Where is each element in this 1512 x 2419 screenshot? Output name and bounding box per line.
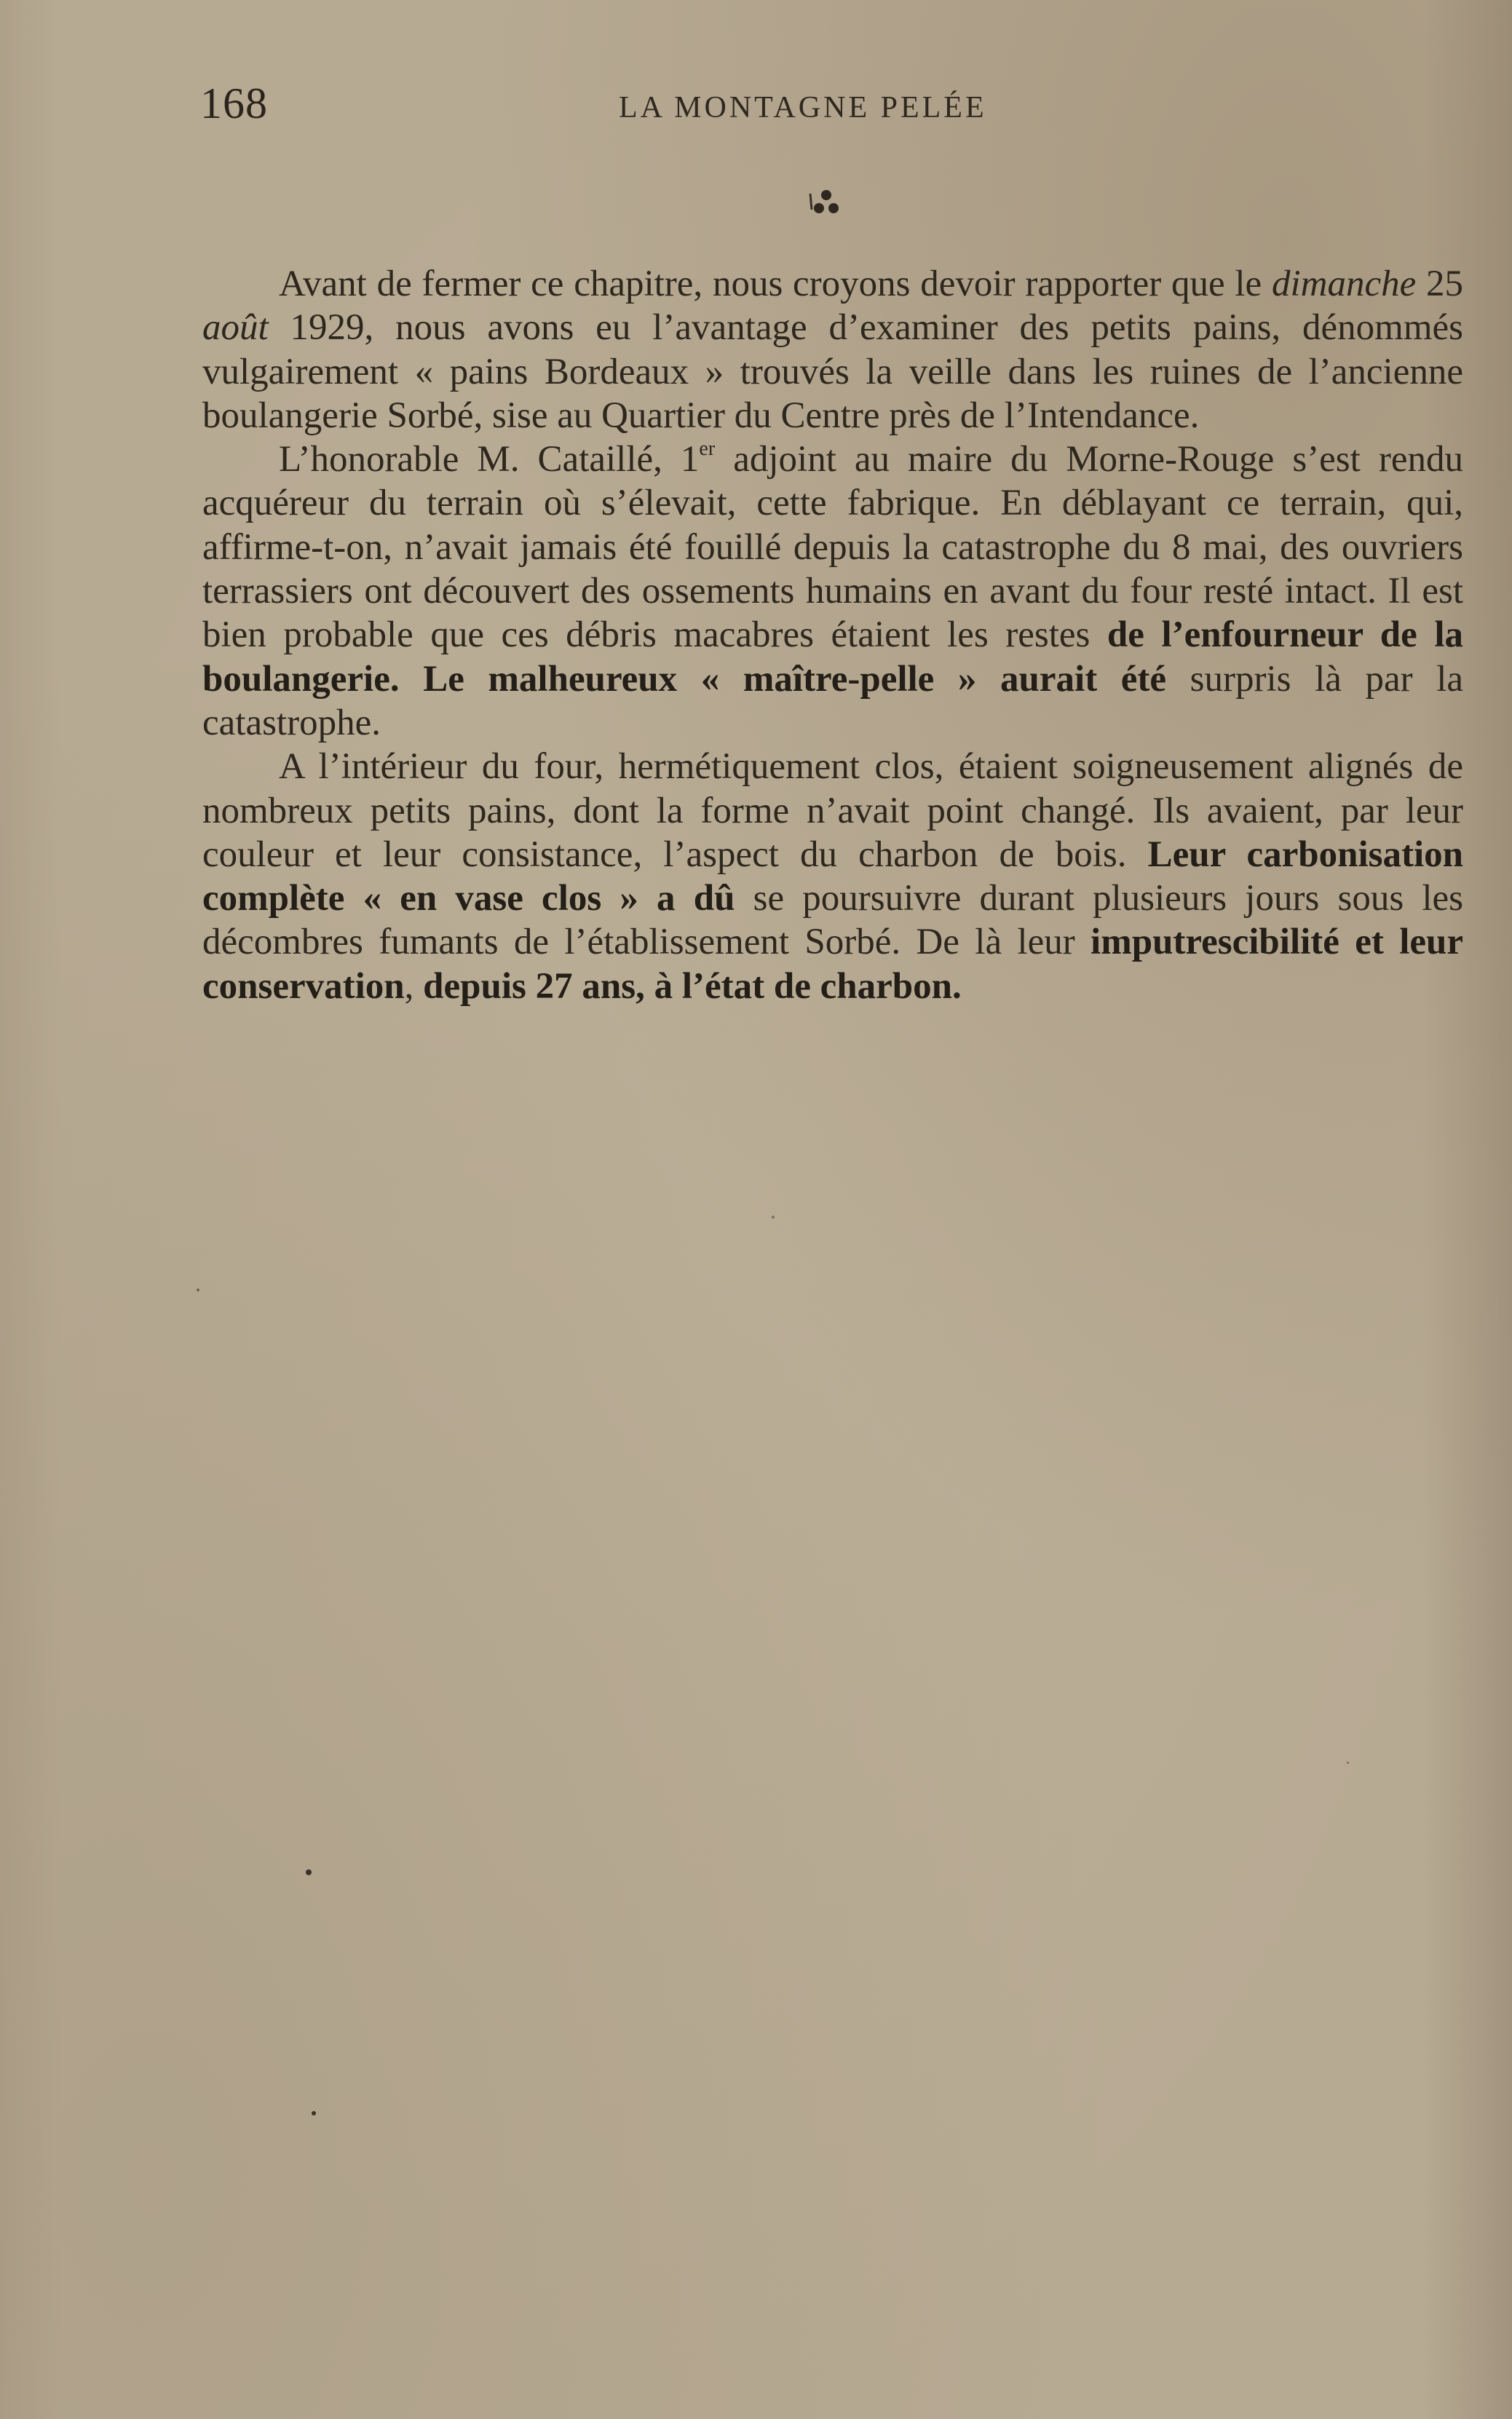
p2-seg-2: adjoint au maire du Morne-Rouge s’est rendu acquéreur du terrain où s’élevait, cette fabrique. En déblayant ce terrain, qui, affirme-t-on, n’avait jamais été fouillé depuis la catastrophe du 8 mai, des ouvriers terrassiers ont découvert des ossements humains en avant du four resté intact. Il est bien probable que ces débris macabres étaient les restes de l’enfourneur de la boulangerie. Le malheureux « maître-pelle » aurait été surpris là par la catastrophe. [202,439,1464,743]
page-number: 168 [200,79,268,127]
paper-speck [306,1869,312,1875]
body-text [202,262,1463,1008]
emphasized-text: imputrescibilité et leur conservation [202,922,1463,1007]
paragraph-3 [202,745,1463,1008]
p2-seg-0: L’honorable M. Cataillé, 1 [279,439,700,480]
p1-seg-0: Avant de fermer ce chapitre, nous croyons devoir rapporter que le [279,264,1272,304]
emphasized-text: Leur carbonisation complète « en vase clos » a dû [202,834,1464,919]
paragraph-1 [202,262,1463,438]
paper-speck [772,1216,775,1219]
p1-seg-3: août [202,307,269,349]
paragraph-2 [202,438,1463,745]
page-header [200,79,1463,137]
paper-speck [312,2111,316,2115]
p3-seg-0: A l’intérieur du four, hermétiquement clos, étaient soigneusement alignés de nombreux petits pains, dont la forme n’avait point changé. Ils avaient, par leur couleur et leur consistance, l’aspect du charbon de bois. Leur carbonisation complète « en vase clos » a dû se poursuivre durant plusieurs jours sous les décombres fumants de l’établissement Sorbé. De là leur imputrescibilité et leur conservation, depuis 27 ans, à l’état de charbon. [202,746,1464,1007]
p1-seg-4: 1929, nous avons eu l’avantage d’examiner des petits pains, dénommés vulgairement « pains Bordeaux » trouvés la veille dans les ruines de l’ancienne boulangerie Sorbé, sise au Quartier du Centre près de l’Intendance. [202,307,1463,436]
running-title: LA MONTAGNE PELÉE [619,91,987,124]
emphasized-text: de l’enfourneur de la boulangerie. Le malheureux « maître-pelle » aurait été [202,614,1463,700]
paper-speck [1347,1762,1349,1764]
p1-seg-1: dimanche [1271,264,1417,304]
asterism-ornament-icon [804,188,855,231]
p1-seg-2: 25 [1416,264,1463,304]
paper-speck [197,1288,199,1291]
emphasized-text: depuis 27 ans, à l’état de charbon. [423,965,962,1007]
p2-seg-1: er [699,438,716,461]
